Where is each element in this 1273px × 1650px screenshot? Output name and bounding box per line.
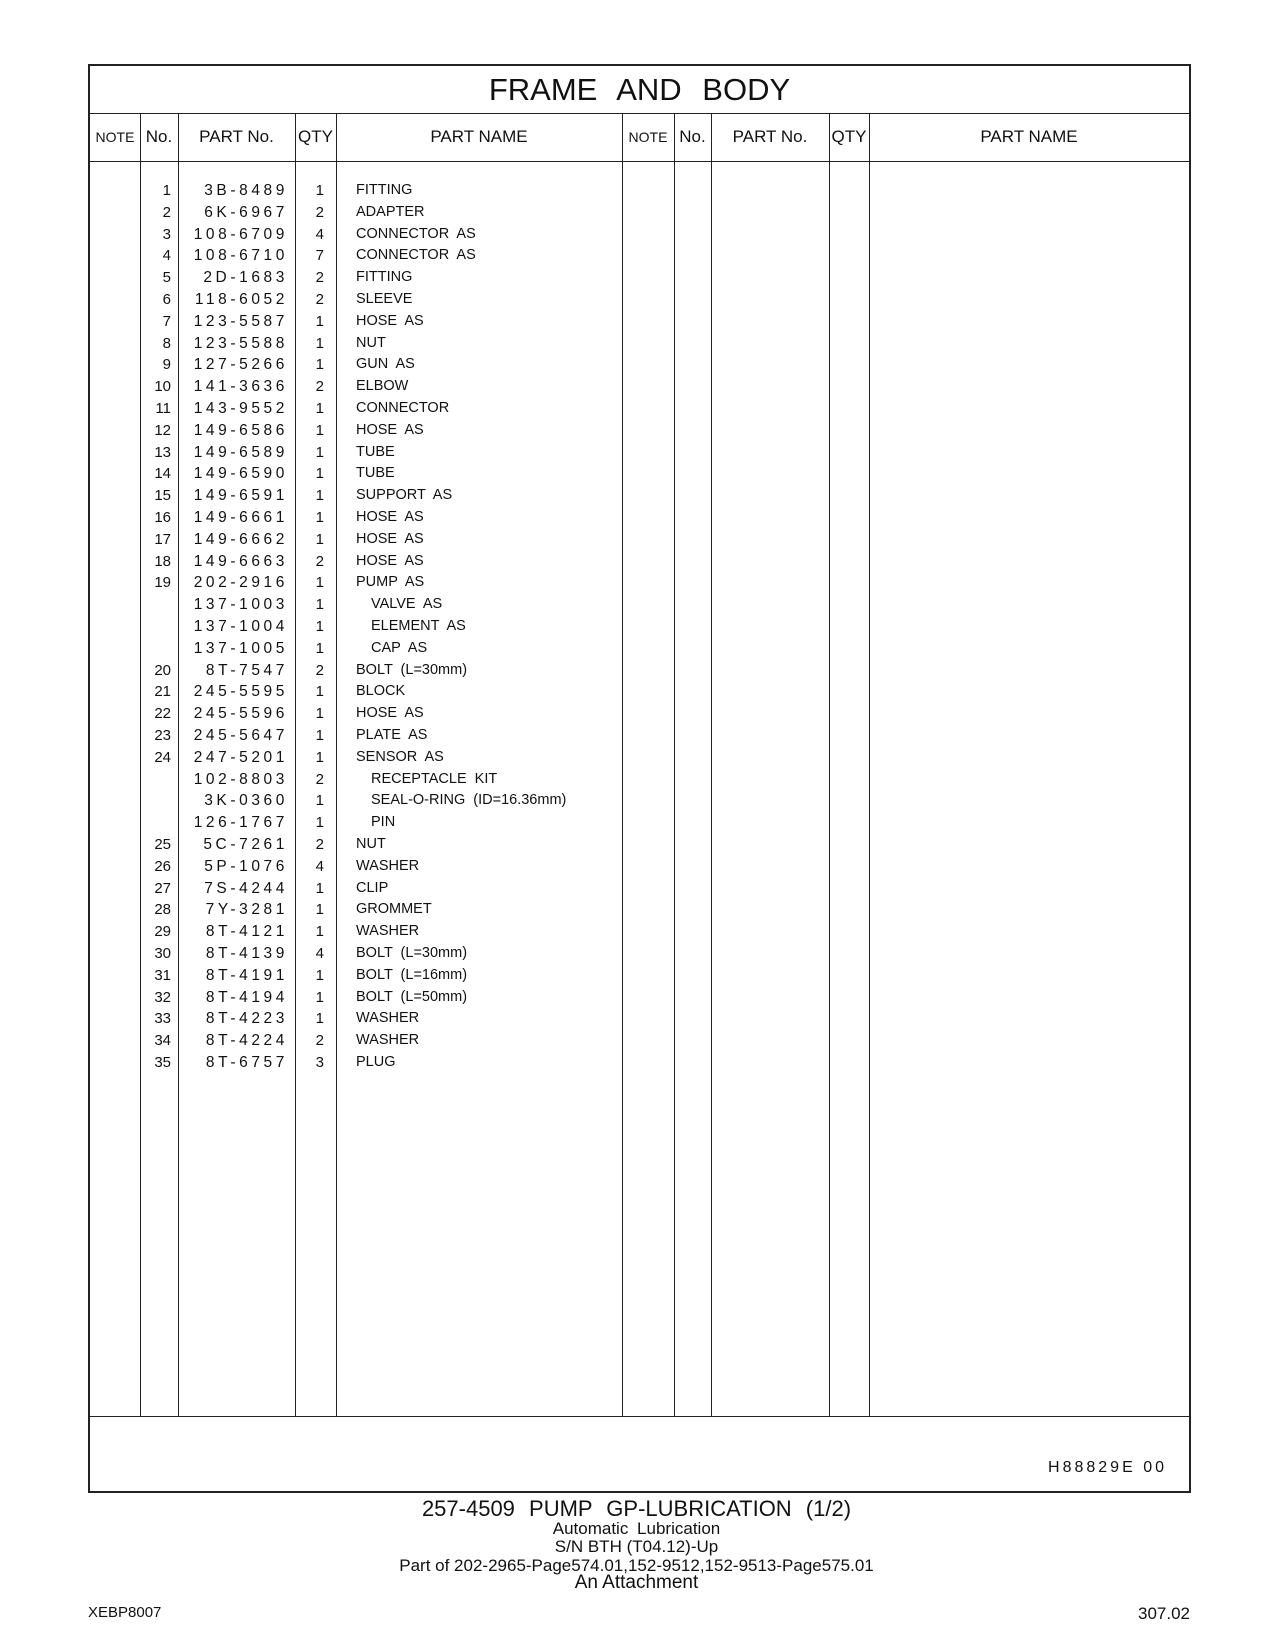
- quantity: 1: [315, 988, 324, 1006]
- part-name: ELBOW: [356, 378, 409, 395]
- part-number: 7S-4244: [204, 879, 288, 897]
- table-row: [90, 201, 1189, 224]
- part-number: 149-6590: [193, 465, 288, 483]
- item-number: 11: [155, 400, 171, 417]
- item-number: 32: [154, 988, 171, 1006]
- table-row: [90, 528, 1189, 551]
- part-number: 8T-7547: [205, 661, 288, 679]
- item-number: 29: [154, 923, 171, 941]
- part-number: 7Y-3281: [205, 901, 288, 919]
- table-row: [90, 550, 1189, 573]
- header-note-right: NOTE: [628, 129, 668, 145]
- part-name: TUBE: [356, 443, 395, 460]
- quantity: 1: [315, 596, 324, 614]
- part-name: ADAPTER: [356, 203, 425, 220]
- item-number: 17: [154, 530, 171, 548]
- part-name: SENSOR AS: [356, 748, 444, 765]
- part-number: 141-3636: [193, 378, 288, 396]
- part-number: 143-9552: [193, 400, 288, 417]
- table-row: [90, 419, 1189, 442]
- item-number: 21: [154, 683, 171, 701]
- quantity: 1: [315, 530, 324, 548]
- table-row: [90, 898, 1189, 921]
- quantity: 1: [315, 356, 324, 374]
- item-number: 28: [154, 901, 171, 919]
- table-header: [90, 113, 1189, 162]
- part-name: CAP AS: [371, 639, 428, 656]
- table-row: [90, 375, 1189, 398]
- item-number: 9: [162, 356, 171, 374]
- quantity: 1: [315, 574, 324, 592]
- header-qty-left: QTY: [298, 127, 333, 146]
- quantity: 1: [315, 312, 324, 330]
- item-number: 6: [162, 291, 171, 308]
- table-row: [90, 223, 1189, 246]
- item-number: 12: [154, 421, 171, 439]
- table-row: [90, 1029, 1189, 1052]
- part-number: 245-5596: [193, 705, 288, 723]
- header-no-left: No.: [145, 127, 173, 146]
- quantity: 1: [315, 879, 324, 897]
- part-name: HOSE AS: [356, 509, 424, 525]
- table-row: [90, 288, 1189, 311]
- item-number: 27: [154, 879, 171, 897]
- part-number: 8T-6757: [205, 1054, 288, 1071]
- table-row: [90, 680, 1189, 703]
- quantity: 1: [315, 705, 324, 723]
- part-name: SLEEVE: [356, 291, 413, 307]
- part-name: FITTING: [356, 269, 413, 286]
- part-of-reference: Part of 202-2965-Page574.01,152-9512,152-9513-Page575.01: [399, 1556, 874, 1575]
- header-note-left: NOTE: [95, 129, 135, 145]
- part-number: 8T-4194: [205, 988, 288, 1006]
- quantity: 3: [315, 1054, 324, 1071]
- part-number: 3B-8489: [204, 182, 288, 199]
- part-name: HOSE AS: [356, 312, 424, 329]
- quantity: 4: [315, 857, 324, 875]
- table-row: [90, 986, 1189, 1009]
- group-subtitle: Automatic Lubrication: [552, 1519, 721, 1538]
- part-name: BOLT (L=50mm): [356, 988, 468, 1005]
- item-number: 10: [154, 378, 171, 396]
- part-number: 202-2916: [193, 574, 288, 592]
- quantity: 2: [315, 770, 324, 788]
- part-name: HOSE AS: [356, 552, 424, 569]
- part-name: WASHER: [356, 1032, 420, 1049]
- item-number: 23: [154, 727, 171, 744]
- table-row: [90, 637, 1189, 660]
- quantity: 1: [315, 639, 324, 657]
- item-number: 22: [154, 705, 171, 723]
- item-number: 20: [154, 661, 171, 679]
- quantity: 1: [315, 923, 324, 941]
- part-number: 8T-4121: [205, 923, 288, 941]
- part-number: 127-5266: [193, 356, 288, 374]
- header-part-no-right: PART No.: [732, 127, 808, 146]
- table-row: [90, 353, 1189, 376]
- drawing-code: H88829E 00: [1048, 1459, 1167, 1476]
- part-name: CLIP: [356, 879, 389, 896]
- item-number: 24: [154, 748, 171, 766]
- part-name: SEAL-O-RING (ID=16.36mm): [371, 792, 567, 809]
- part-number: 8T-4224: [205, 1032, 288, 1050]
- part-name: SUPPORT AS: [356, 487, 453, 504]
- part-number: 8T-4139: [205, 945, 288, 962]
- part-name: HOSE AS: [356, 530, 424, 547]
- table-row: [90, 179, 1189, 202]
- part-number: 2D-1683: [203, 269, 288, 287]
- part-name: PLUG: [356, 1054, 396, 1070]
- part-number: 245-5595: [193, 683, 288, 701]
- quantity: 1: [315, 727, 324, 744]
- table-row: [90, 746, 1189, 769]
- table-row: [90, 484, 1189, 507]
- part-number: 123-5587: [193, 312, 288, 330]
- part-name: TUBE: [356, 465, 395, 482]
- item-number: 19: [154, 574, 171, 592]
- part-number: 3K-0360: [204, 792, 288, 810]
- quantity: 1: [315, 901, 324, 919]
- part-name: WASHER: [356, 857, 420, 874]
- item-number: 3: [162, 225, 171, 243]
- header-no-right: No.: [679, 127, 706, 146]
- table-row: [90, 397, 1189, 420]
- part-number: 149-6586: [193, 421, 288, 439]
- table-row: [90, 266, 1189, 289]
- part-name: BOLT (L=30mm): [356, 945, 468, 961]
- quantity: 2: [315, 378, 324, 396]
- table-row: [90, 1051, 1189, 1074]
- part-number: 247-5201: [193, 748, 288, 766]
- quantity: 1: [315, 443, 324, 461]
- part-name: CONNECTOR AS: [356, 225, 476, 242]
- header-qty-right: QTY: [831, 127, 867, 146]
- part-number: 149-6661: [193, 509, 288, 526]
- table-row: [90, 942, 1189, 965]
- quantity: 1: [315, 792, 324, 810]
- item-number: 33: [154, 1010, 171, 1028]
- part-number: 8T-4191: [205, 966, 288, 984]
- table-row: [90, 964, 1189, 987]
- part-number: 123-5588: [193, 334, 288, 352]
- part-name: CONNECTOR: [356, 400, 450, 416]
- part-number: 126-1767: [193, 814, 288, 832]
- part-number: 5C-7261: [203, 836, 288, 853]
- table-row: [90, 833, 1189, 856]
- header-part-name-right: PART NAME: [980, 127, 1078, 146]
- part-name: RECEPTACLE KIT: [371, 770, 498, 787]
- part-number: 5P-1076: [204, 857, 288, 875]
- quantity: 1: [315, 487, 324, 505]
- table-title: FRAME AND BODY: [90, 66, 1189, 114]
- item-number: 34: [154, 1032, 171, 1050]
- quantity: 2: [315, 661, 324, 679]
- quantity: 7: [315, 247, 324, 265]
- table-row: [90, 877, 1189, 900]
- quantity: 1: [315, 966, 324, 984]
- quantity: 2: [315, 203, 324, 221]
- item-number: 30: [154, 945, 171, 962]
- table-row: [90, 702, 1189, 725]
- quantity: 1: [315, 334, 324, 352]
- table-row: [90, 855, 1189, 878]
- part-number: 149-6663: [193, 552, 288, 570]
- quantity: 1: [315, 182, 324, 199]
- quantity: 1: [315, 509, 324, 526]
- quantity: 2: [315, 291, 324, 308]
- part-name: BOLT (L=16mm): [356, 966, 468, 983]
- item-number: 16: [154, 509, 171, 526]
- part-number: 245-5647: [193, 727, 288, 744]
- page-number: 307.02: [1138, 1604, 1190, 1623]
- table-row: [90, 244, 1189, 267]
- table-bottom-divider: [90, 1416, 1189, 1417]
- table-row: [90, 332, 1189, 355]
- table-row: [90, 615, 1189, 638]
- part-number: 149-6589: [193, 443, 288, 461]
- quantity: 1: [315, 748, 324, 766]
- part-number: 149-6591: [193, 487, 288, 505]
- attachment-note: An Attachment: [574, 1572, 699, 1593]
- part-name: HOSE AS: [356, 421, 424, 438]
- item-number: 8: [162, 334, 171, 352]
- part-number: 102-8803: [193, 770, 288, 788]
- table-row: [90, 441, 1189, 464]
- table-row: [90, 571, 1189, 594]
- table-row: [90, 1007, 1189, 1030]
- item-number: 18: [154, 552, 171, 570]
- part-number: 8T-4223: [205, 1010, 288, 1028]
- table-row: [90, 768, 1189, 791]
- table-row: [90, 920, 1189, 943]
- quantity: 2: [315, 552, 324, 570]
- part-number: 137-1004: [193, 618, 288, 635]
- serial-range: S/N BTH (T04.12)-Up: [554, 1537, 719, 1556]
- item-number: 13: [154, 443, 171, 461]
- item-number: 25: [154, 836, 171, 853]
- part-name: WASHER: [356, 1010, 420, 1027]
- group-title: 257-4509 PUMP GP-LUBRICATION (1/2): [421, 1496, 852, 1521]
- document-id: XEBP8007: [88, 1604, 162, 1621]
- part-name: NUT: [356, 334, 386, 351]
- quantity: 1: [315, 683, 324, 701]
- part-name: VALVE AS: [371, 596, 443, 613]
- part-name: WASHER: [356, 923, 420, 940]
- table-row: [90, 659, 1189, 682]
- part-name: BOLT (L=30mm): [356, 661, 468, 678]
- item-number: 31: [154, 966, 171, 984]
- item-number: 15: [154, 487, 171, 505]
- quantity: 4: [315, 225, 324, 243]
- table-row: [90, 462, 1189, 485]
- part-name: CONNECTOR AS: [356, 247, 476, 264]
- item-number: 1: [162, 182, 171, 199]
- parts-table-frame: [88, 64, 1191, 1493]
- header-part-name-left: PART NAME: [430, 127, 528, 146]
- quantity: 1: [315, 814, 324, 832]
- part-name: PIN: [371, 814, 396, 831]
- quantity: 2: [315, 1032, 324, 1050]
- table-row: [90, 593, 1189, 616]
- part-number: 118-6052: [194, 291, 288, 308]
- quantity: 1: [315, 1010, 324, 1028]
- part-number: 6K-6967: [204, 203, 288, 221]
- part-name: ELEMENT AS: [371, 618, 466, 634]
- part-number: 149-6662: [193, 530, 288, 548]
- table-row: [90, 724, 1189, 747]
- part-name: FITTING: [356, 182, 413, 198]
- item-number: 35: [154, 1054, 171, 1071]
- header-part-no-left: PART No.: [199, 127, 274, 146]
- item-number: 14: [154, 465, 171, 483]
- quantity: 1: [315, 400, 324, 417]
- part-name: PUMP AS: [356, 574, 425, 591]
- quantity: 2: [315, 836, 324, 853]
- item-number: 4: [162, 247, 171, 265]
- item-number: 7: [162, 312, 171, 330]
- part-name: NUT: [356, 836, 386, 852]
- part-name: GUN AS: [356, 356, 415, 373]
- part-number: 108-6709: [193, 225, 288, 243]
- table-row: [90, 811, 1189, 834]
- item-number: 26: [154, 857, 171, 875]
- part-name: PLATE AS: [356, 727, 428, 743]
- quantity: 1: [315, 465, 324, 483]
- table-row: [90, 506, 1189, 529]
- part-name: GROMMET: [356, 901, 432, 918]
- quantity: 1: [315, 421, 324, 439]
- table-row: [90, 310, 1189, 333]
- item-number: 5: [162, 269, 171, 287]
- part-number: 108-6710: [193, 247, 288, 265]
- table-row: [90, 789, 1189, 812]
- quantity: 1: [315, 618, 324, 635]
- part-name: BLOCK: [356, 683, 406, 700]
- part-number: 137-1003: [193, 596, 288, 614]
- quantity: 4: [315, 945, 324, 962]
- part-number: 137-1005: [193, 639, 288, 657]
- part-name: HOSE AS: [356, 705, 424, 722]
- quantity: 2: [315, 269, 324, 287]
- item-number: 2: [162, 203, 171, 221]
